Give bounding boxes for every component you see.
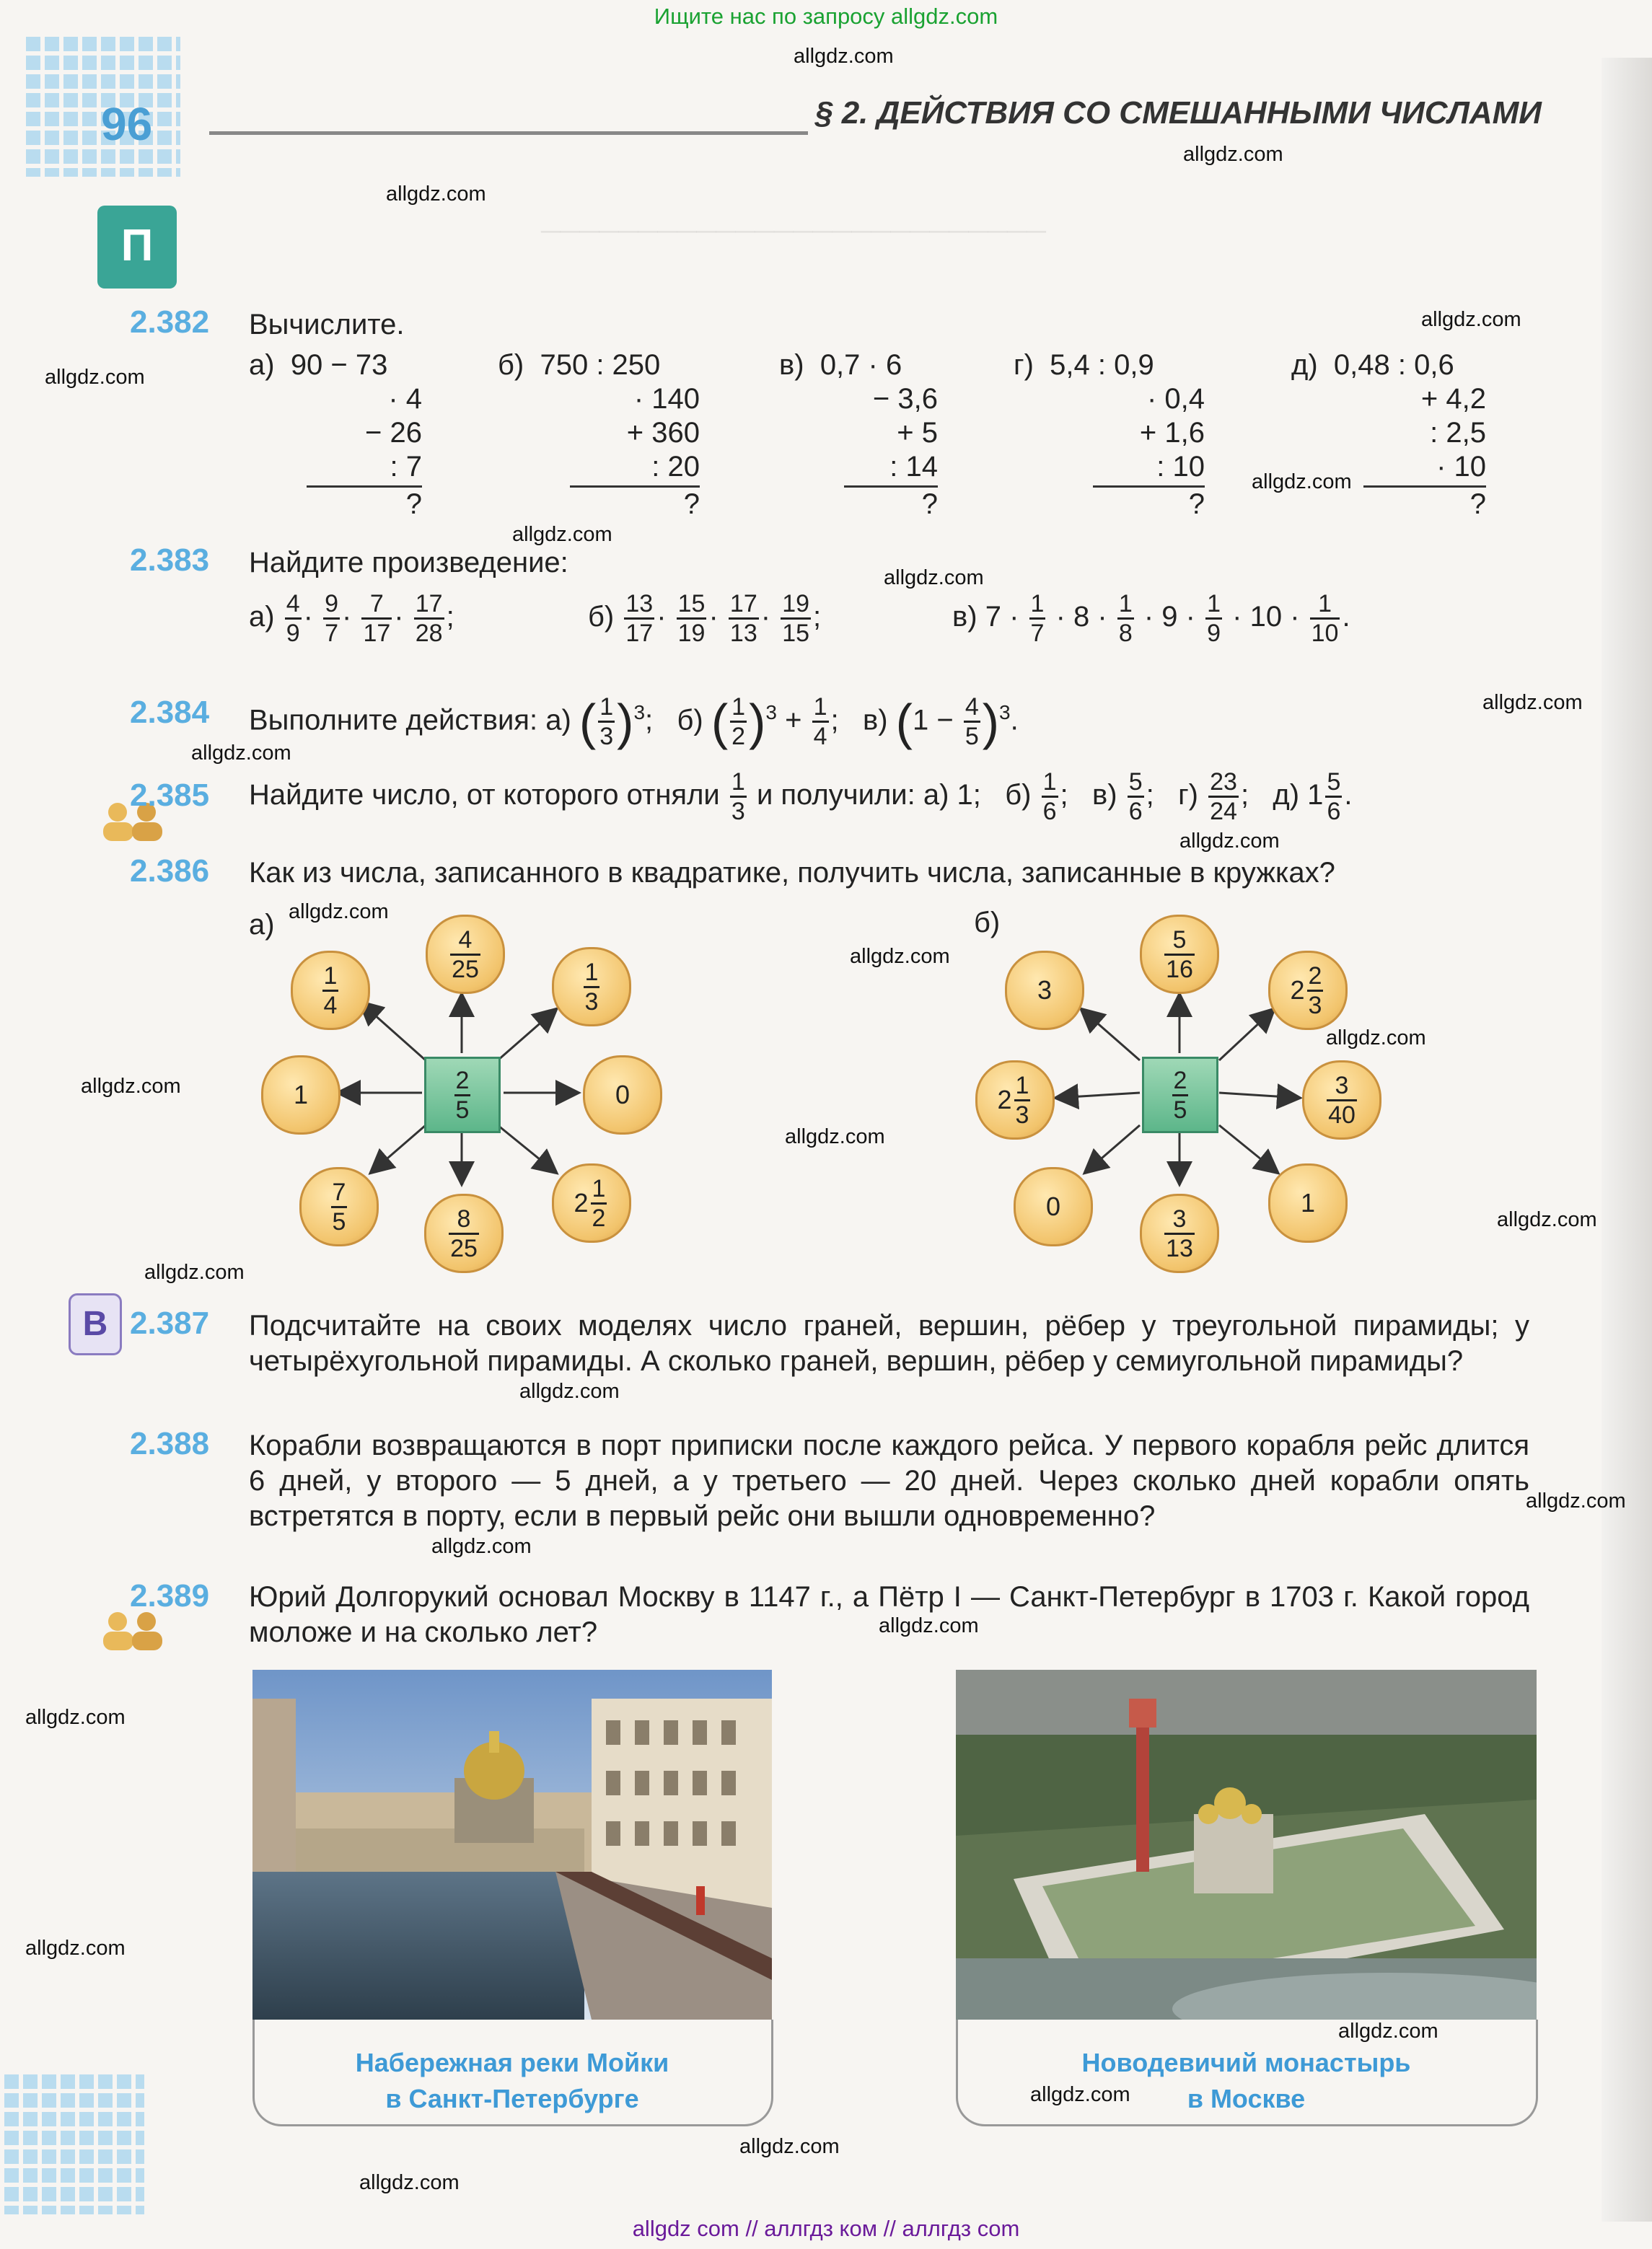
watermark: allgdz.com [879,1614,979,1637]
task-number-2-384: 2.384 [130,695,210,730]
task-2-387-text: Подсчитайте на своих моделях число граней, вершин, рёбер у треугольной пирамиды; у четырёхугольной пирамиды. А сколько граней, вершин, рёбер у семиугольной пирамиды? [249,1310,1529,1377]
corner-grid-bottom [0,2070,144,2214]
chain-label: д) [1291,349,1318,381]
chain-label: а) [249,349,275,381]
watermark: allgdz.com [289,900,389,923]
diagram-a-label: а) [249,909,275,941]
circle-a-top-left: $\frac{1}{4}$ [291,951,370,1030]
circle-a-bottom-left: $\frac{7}{5}$ [299,1167,379,1246]
watermark: allgdz.com [1252,470,1352,493]
task-number-2-382: 2.382 [130,304,210,340]
watermark: allgdz.com [519,1380,620,1403]
watermark: allgdz.com [512,523,612,546]
watermark: allgdz.com [431,1535,532,1558]
circle-b-bottom-left: 0 [1014,1167,1093,1246]
task-number-2-388: 2.388 [130,1426,210,1461]
watermark: allgdz.com [191,741,291,765]
circle-b-left: 2 $\frac{1}{3}$ [975,1060,1055,1140]
page-number: 96 [101,98,153,150]
caption-left: Набережная реки Мойки в Санкт-Петербурге [355,2048,669,2113]
watermark: allgdz.com [785,1125,885,1148]
task-2-389-text: Юрий Долгорукий основал Москву в 1147 г., а Пётр I — Санкт-Петербург в 1703 г. Какой город моложе и на сколько лет? [249,1581,1529,1648]
chain-label: б) [498,349,524,381]
chain-first: 5,4 : 0,9 [1050,349,1154,381]
circle-a-right: 0 [583,1055,662,1135]
watermark: allgdz.com [1179,829,1280,853]
watermark: allgdz.com [144,1261,245,1284]
chain-op: : 10 [1156,451,1205,483]
watermark: allgdz.com [1326,1026,1426,1049]
watermark: allgdz.com [25,1706,126,1729]
chain-result: ? [405,488,422,520]
task-2-388-text: Корабли возвращаются в порт приписки после каждого рейса. У первого корабля рейс длится 6 дней, у второго — 5 дней, а у третьего — 20 дней. Через сколько дней корабли опять встретятся в порту, если в первый рейс они вышли одновременно? [249,1430,1529,1532]
watermark: allgdz.com [1030,2083,1130,2106]
watermark: allgdz.com [45,366,145,389]
chain-result: ? [921,488,938,520]
watermark: allgdz.com [25,1937,126,1960]
puzzle-badge-p: П [97,206,177,289]
watermark: allgdz.com [359,2171,460,2194]
chain-op: − 3,6 [872,383,938,415]
watermark: allgdz.com [1482,691,1583,714]
chain-op: · 0,4 [1146,383,1205,415]
task-2-383-a: а) $\frac{4}{9}$ · $\frac{9}{7}$ · $\frac{7}{17}$ · $\frac{17}{28}$ ; [249,590,454,647]
chain-op: : 2,5 [1430,417,1486,449]
watermark: allgdz.com [1497,1208,1597,1231]
circle-b-top: $\frac{5}{16}$ [1140,915,1219,994]
task-2-383-title: Найдите произведение: [249,547,568,578]
task-number-2-385: 2.385 [130,778,210,813]
chain-result: ? [1469,488,1486,520]
watermark: allgdz.com [1526,1489,1626,1513]
chain-result: ? [683,488,700,520]
diagram-b-label: б) [974,907,1001,938]
chain-first: 90 − 73 [290,349,388,381]
chain-op: + 1,6 [1139,417,1205,449]
chain-first: 750 : 250 [540,349,661,381]
circle-a-top-right: $\frac{1}{3}$ [552,947,631,1026]
chain-op: − 26 [365,417,422,449]
watermark: allgdz.com [81,1075,181,1098]
chain-op: · 4 [388,383,422,415]
badge-v: В [69,1293,122,1355]
task-2-383-v: в) 7 · $\frac{1}{7}$ · 8 · $\frac{1}{8}$ · 9 · $\frac{1}{9}$ · 10 · $\frac{1}{10}$ . [952,590,1350,647]
circle-b-top-right: 2 $\frac{2}{3}$ [1268,951,1348,1030]
task-2-386-text: Как из числа, записанного в квадратике, получить числа, записанные в кружках? [249,857,1335,889]
watermark: allgdz.com [1338,2020,1438,2043]
chain-label: г) [1014,349,1034,381]
circle-b-bottom: $\frac{3}{13}$ [1140,1194,1219,1273]
show-through-text: ────────────────────────── [541,216,1046,247]
watermark: allgdz.com [1183,143,1283,166]
circle-a-bottom: $\frac{8}{25}$ [424,1194,504,1273]
center-square-b: $\frac{2}{5}$ [1142,1057,1218,1133]
watermark: allgdz.com [1421,308,1521,331]
chain-label: в) [779,349,804,381]
chain-op: + 4,2 [1420,383,1486,415]
watermark: allgdz.com [850,945,950,968]
photo-moika-embankment [252,1670,772,2020]
top-banner[interactable]: Ищите нас по запросу allgdz.com [654,4,998,29]
chain-op: : 14 [889,451,938,483]
circle-b-top-left: 3 [1005,951,1084,1030]
chain-op: · 10 [1436,451,1486,483]
task-number-2-389: 2.389 [130,1578,210,1614]
chain-op: + 5 [897,417,938,449]
pair-work-icon [92,1608,172,1652]
chain-result: ? [1188,488,1205,520]
chain-op: : 7 [390,451,422,483]
circle-a-bottom-right: 2 $\frac{1}{2}$ [552,1163,631,1243]
task-number-2-383: 2.383 [130,542,210,578]
task-2-385-body: Найдите число, от которого отняли $\frac{1}{3}$ и получили: а) 1; б) $\frac{1}{6}$ ; в) $\frac{5}{6}$ ; г) $\frac{23}{24}$ ; д) 1 $\frac{5}{6}$ . [249,767,1353,825]
chain-op: : 20 [651,451,700,483]
task-2-383-b: б) $\frac{13}{17}$ · $\frac{15}{19}$ · $\frac{17}{13}$ · $\frac{19}{15}$ ; [588,590,822,647]
circle-b-bottom-right: 1 [1268,1163,1348,1243]
watermark: allgdz.com [884,566,984,589]
circle-b-right: $\frac{3}{40}$ [1302,1060,1381,1140]
watermark: allgdz.com [794,45,894,68]
center-square-a: $\frac{2}{5}$ [424,1057,501,1133]
task-number-2-387: 2.387 [130,1306,210,1341]
caption-right: Новодевичий монастырь в Москве [1081,2048,1411,2113]
chain-op: · 140 [633,383,700,415]
chain-first: 0,7 · 6 [820,349,902,381]
photo-novodevichy-convent [956,1670,1537,2020]
bottom-banner[interactable]: allgdz com // аллгдз ком // аллгдз com [632,2216,1020,2241]
task-number-2-386: 2.386 [130,853,210,889]
watermark: allgdz.com [739,2135,840,2158]
circle-a-left: 1 [261,1055,340,1135]
chain-first: 0,48 : 0,6 [1333,349,1454,381]
circle-a-top: $\frac{4}{25}$ [426,915,505,994]
task-2-384-body: Выполните действия: а) ( $\frac{1}{3}$ )$^3$; б) ( $\frac{1}{2}$ )$^3$ + $\frac{1}{4}$ ; в) (1 − $\frac{4}{5}$ )$^3$. [249,693,1019,751]
section-title: § 2. ДЕЙСТВИЯ СО СМЕШАННЫМИ ЧИСЛАМИ [815,95,1542,131]
watermark: allgdz.com [386,182,486,206]
chain-op: + 360 [626,417,700,449]
task-2-382-title: Вычислите. [249,309,405,340]
